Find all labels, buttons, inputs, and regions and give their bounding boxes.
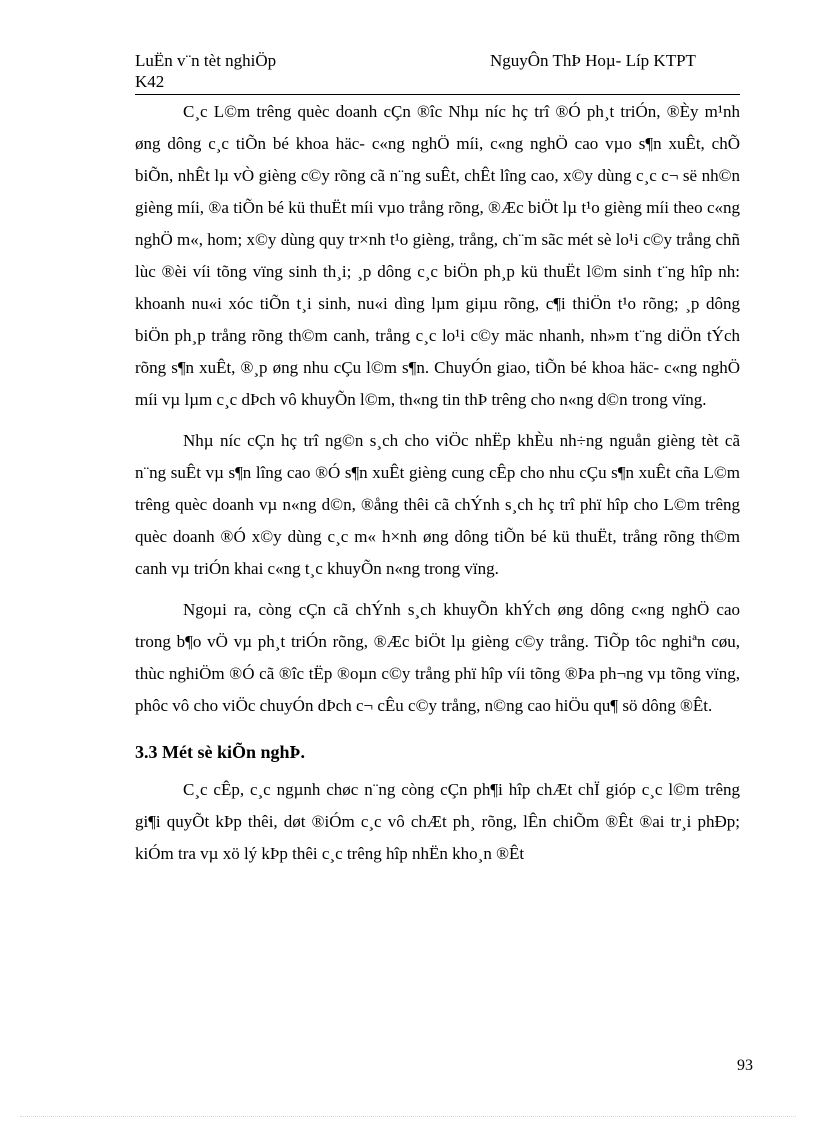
- page-number: 93: [737, 1057, 753, 1074]
- paragraph: Ngoµi ra, còng cÇn cã chÝnh s¸ch khuyÕn khÝch øng dông c«ng nghÖ cao trong b¶o vÖ vµ ph¸t triÓn rõng, ®Æc biÖt lµ gièng c©y trång. TiÕp tôc nghiªn cøu, thùc nghiÖm ®Ó cã ®îc tËp ®oµn c©y trång phï hîp víi tõng ®Þa ph¬ng vµ tõng vïng, phôc vô cho viÖc chuyÓn dÞch c¬ cÊu c©y trång, n©ng cao hiÖu qu¶ sö dông ®Êt.: [135, 600, 740, 715]
- page-bottom-border: [20, 1116, 796, 1117]
- paragraph: C¸c L©m trêng quèc doanh cÇn ®îc Nhµ níc hç trî ®Ó ph¸t triÓn, ®Èy m¹nh øng dông c¸c tiÕn bé khoa häc- c«ng nghÖ míi, c«ng nghÖ cao vµo s¶n xuÊt, chÕ biÕn, nhÊt lµ vÒ gièng c©y rõng cã n¨ng suÊt, chÊt lîng cao, x©y dùng c¸c c¬ së nh©n gièng míi, ®a tiÕn bé kü thuËt míi vµo trång rõng, ®Æc biÖt lµ t¹o gièng míi theo c«ng nghÖ m«, hom; x©y dùng quy tr×nh t¹o gièng, trång, ch¨m sãc mét sè lo¹i c©y trång chñ lùc ®èi víi tõng vïng sinh th¸i; ¸p dông c¸c biÖn ph¸p kü thuËt l©m sinh t¨ng hîp nh: khoanh nu«i xóc tiÕn t¸i sinh, nu«i dìng lµm giµu rõng, c¶i thiÖn t¹o rõng; ¸p dông biÖn ph¸p trång rõng th©m canh, trång c¸c lo¹i c©y mäc nhanh, nh»m t¨ng diÖn tÝch rõng s¶n xuÊt, ®¸p øng nhu cÇu l©m s¶n. ChuyÓn giao, tiÕn bé khoa häc- c«ng nghÖ míi vµ lµm c¸c dÞch vô khuyÕn l©m, th«ng tin thÞ trêng cho n«ng d©n trong vïng.: [135, 102, 740, 409]
- paragraph: C¸c cÊp, c¸c ngµnh chøc n¨ng còng cÇn ph¶i hîp chÆt chÏ gióp c¸c l©m trêng gi¶i quyÕt kÞp thêi, døt ®iÓm c¸c vô chÆt ph¸ rõng, lÊn chiÕm ®Êt ®ai tr¸i phÐp; kiÓm tra vµ xö lý kÞp thêi c¸c trêng hîp nhËn kho¸n ®Êt: [135, 780, 740, 863]
- paragraph: Nhµ níc cÇn hç trî ng©n s¸ch cho viÖc nhËp khÈu nh÷ng nguån gièng tèt cã n¨ng suÊt vµ s¶n lîng cao ®Ó s¶n xuÊt gièng cung cÊp cho nhu cÇu s¶n xuÊt cña L©m trêng quèc doanh vµ n«ng d©n, ®ång thêi cã chÝnh s¸ch hç trî phï hîp cho L©m trêng quèc doanh ®Ó x©y dùng c¸c m« h×nh øng dông tiÕn bé kü thuËt, trång rõng th©m canh vµ triÓn khai c«ng t¸c khuyÕn n«ng trong vïng.: [135, 431, 740, 578]
- section-heading: 3.3 Mét sè kiÕn nghÞ.: [135, 742, 306, 762]
- header-left: [135, 50, 276, 92]
- header-class-code: K42: [135, 72, 165, 91]
- header-thesis-title: LuËn v¨n tèt nghiÖp: [135, 51, 277, 70]
- header-author: NguyÔn ThÞ Hoµ- Líp KTPT: [490, 51, 696, 70]
- body-text: [135, 96, 740, 870]
- header-rule: [135, 94, 740, 95]
